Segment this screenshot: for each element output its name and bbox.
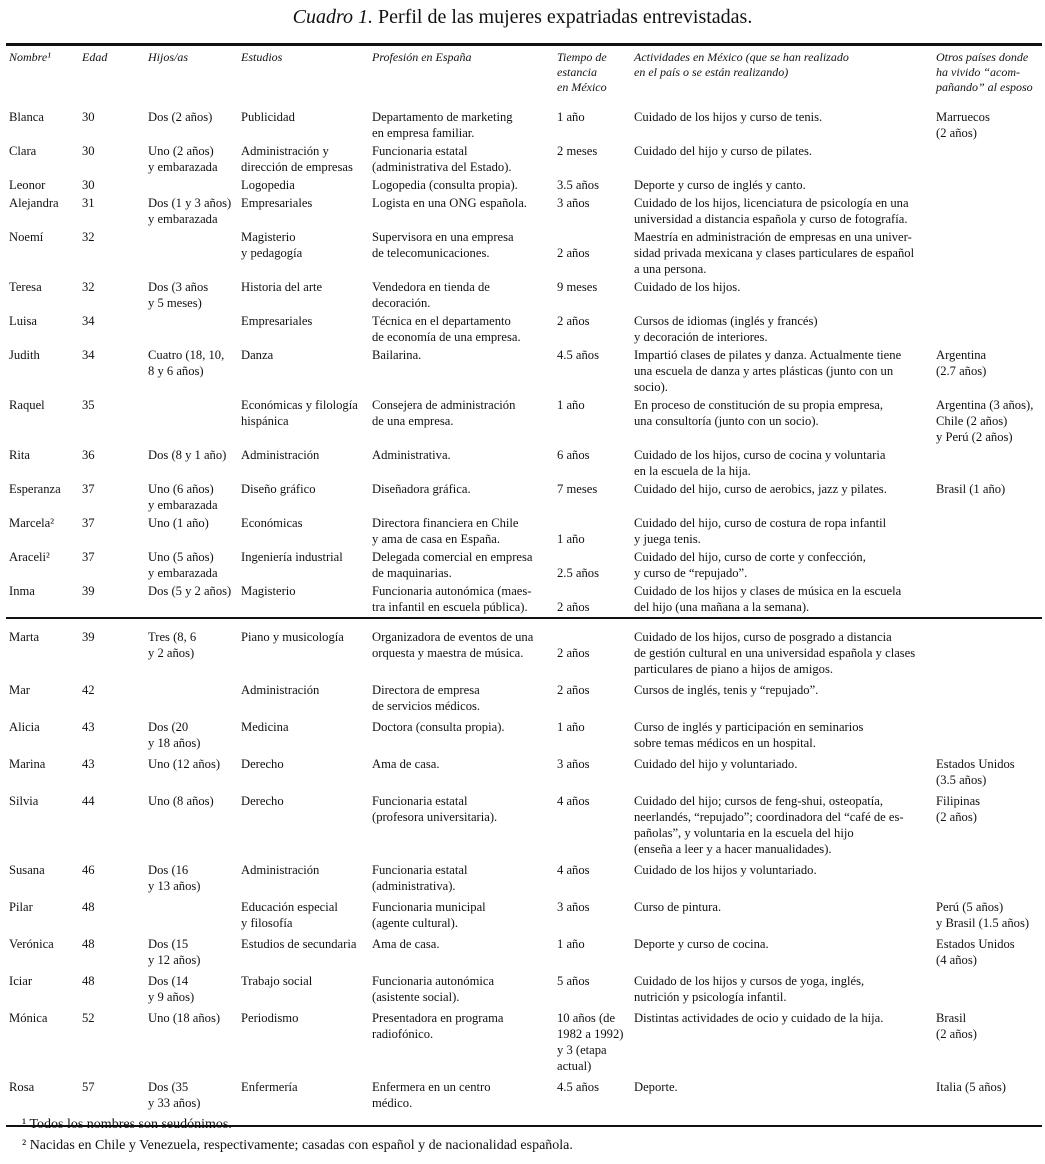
cell-activities: Distintas actividades de ocio y cuidado de la hija. — [634, 1011, 884, 1025]
cell-other-countries — [933, 447, 1042, 481]
cell-name: Pilar — [9, 900, 33, 914]
table-row — [6, 936, 1042, 973]
cell-other-countries: Argentina (3 años), Chile (2 años) y Perú (2 años) — [936, 398, 1034, 444]
cell-activities: Cuidado de los hijos, curso de cocina y voluntaria en la escuela de la hija. — [634, 448, 886, 478]
cell-profession: Consejera de administración de una empresa. — [372, 398, 516, 428]
cell-name: Blanca — [9, 110, 44, 124]
profile-table — [6, 43, 1042, 1127]
cell-name: Alejandra — [9, 196, 59, 210]
cell-age: 30 — [82, 178, 95, 192]
cell-name: Rita — [9, 448, 30, 462]
cell-other-countries: Marruecos (2 años) — [936, 110, 990, 140]
table-caption — [0, 6, 1045, 29]
table-row — [6, 515, 1042, 549]
cell-name: Mónica — [9, 1011, 48, 1025]
cell-profession: Bailarina. — [372, 348, 422, 362]
cell-name: Iciar — [9, 974, 33, 988]
table-row — [6, 549, 1042, 583]
cell-children: Dos (15 y 12 años) — [148, 937, 201, 967]
cell-name: Marta — [9, 630, 40, 644]
cell-activities: En proceso de constitución de su propia empresa, una consultoría (junto con un socio). — [634, 398, 884, 428]
cell-activities: Cuidado de los hijos, licenciatura de psicología en una universidad a distancia española y curso de fotografía. — [634, 196, 909, 226]
cell-studies: Diseño gráfico — [241, 482, 316, 496]
cell-children — [145, 899, 238, 936]
cell-children: Uno (5 años) y embarazada — [148, 550, 218, 580]
cell-studies: Publicidad — [241, 110, 295, 124]
cell-other-countries — [933, 279, 1042, 313]
cell-age: 37 — [82, 550, 95, 564]
cell-profession: Delegada comercial en empresa de maquinarias. — [372, 550, 533, 580]
cell-children: Dos (16 y 13 años) — [148, 863, 201, 893]
cell-profession: Directora financiera en Chile y ama de casa en España. — [372, 516, 519, 546]
cell-time: 1 año — [557, 110, 585, 124]
cell-studies: Administración y dirección de empresas — [241, 144, 353, 174]
cell-activities: Cuidado de los hijos y clases de música en la escuela del hijo (una mañana a la semana). — [634, 584, 902, 614]
cell-other-countries: Argentina (2.7 años) — [936, 348, 987, 378]
cell-time: 5 años — [557, 974, 590, 988]
cell-children: Tres (8, 6 y 2 años) — [148, 630, 197, 660]
cell-other-countries — [933, 719, 1042, 756]
cell-studies: Derecho — [241, 794, 284, 808]
cell-children: Dos (5 y 2 años) — [148, 584, 232, 598]
cell-studies: Piano y musicología — [241, 630, 344, 644]
cell-studies: Derecho — [241, 757, 284, 771]
cell-time: 10 años (de 1982 a 1992) y 3 (etapa actual) — [557, 1011, 624, 1073]
cell-profession: Enfermera en un centro médico. — [372, 1080, 491, 1110]
cell-age: 37 — [82, 516, 95, 530]
header-studies: Estudios — [241, 50, 283, 64]
cell-time: 2 años — [557, 246, 590, 260]
cell-studies: Económicas y filología hispánica — [241, 398, 358, 428]
cell-name: Raquel — [9, 398, 45, 412]
cell-name: Araceli² — [9, 550, 50, 564]
cell-name: Rosa — [9, 1080, 35, 1094]
cell-age: 32 — [82, 280, 95, 294]
cell-profession: Doctora (consulta propia). — [372, 720, 505, 734]
cell-children: Uno (18 años) — [148, 1011, 221, 1025]
cell-profession: Departamento de marketing en empresa familiar. — [372, 110, 513, 140]
cell-profession: Funcionaria estatal (administrativa). — [372, 863, 468, 893]
table-row — [6, 229, 1042, 279]
cell-studies: Empresariales — [241, 196, 313, 210]
cell-children: Uno (1 año) — [148, 516, 209, 530]
cell-age: 48 — [82, 900, 95, 914]
cell-studies: Magisterio — [241, 584, 296, 598]
cell-time: 6 años — [557, 448, 590, 462]
cell-other-countries: Italia (5 años) — [936, 1080, 1006, 1094]
cell-activities: Cursos de idiomas (inglés y francés) y decoración de interiores. — [634, 314, 818, 344]
table-row — [6, 793, 1042, 862]
header-time: Tiempo de estancia en México — [557, 50, 607, 94]
table-row — [6, 583, 1042, 618]
cell-activities: Cuidado del hijo; cursos de feng-shui, osteopatía, neerlandés, “repujado”; coordinadora del “café de es- pañolas”, y voluntaria en la escuela del hijo (enseña a leer y a hacer manualidades). — [634, 794, 904, 856]
cell-children: Uno (2 años) y embarazada — [148, 144, 218, 174]
cell-studies: Logopedia — [241, 178, 295, 192]
cell-name: Inma — [9, 584, 35, 598]
cell-studies: Administración — [241, 683, 320, 697]
cell-time: 2 años — [557, 683, 590, 697]
cell-other-countries: Brasil (2 años) — [936, 1011, 977, 1041]
cell-age: 52 — [82, 1011, 95, 1025]
cell-age: 32 — [82, 230, 95, 244]
cell-time: 3 años — [557, 196, 590, 210]
cell-time: 4.5 años — [557, 1080, 599, 1094]
table-row — [6, 109, 1042, 143]
cell-age: 43 — [82, 757, 95, 771]
cell-activities: Curso de inglés y participación en seminarios sobre temas médicos en un hospital. — [634, 720, 864, 750]
cell-other-countries — [933, 313, 1042, 347]
cell-studies: Historia del arte — [241, 280, 323, 294]
cell-activities: Cursos de inglés, tenis y “repujado”. — [634, 683, 819, 697]
cell-name: Mar — [9, 683, 30, 697]
cell-age: 48 — [82, 974, 95, 988]
cell-children: Uno (6 años) y embarazada — [148, 482, 218, 512]
table-row — [6, 279, 1042, 313]
cell-studies: Económicas — [241, 516, 303, 530]
cell-profession: Presentadora en programa radiofónico. — [372, 1011, 504, 1041]
table-row — [6, 447, 1042, 481]
cell-time: 1 año — [557, 398, 585, 412]
cell-time: 2.5 años — [557, 566, 599, 580]
cell-age: 34 — [82, 314, 95, 328]
cell-studies: Enfermería — [241, 1080, 298, 1094]
cell-profession: Supervisora en una empresa de telecomunicaciones. — [372, 230, 514, 260]
cell-studies: Danza — [241, 348, 274, 362]
cell-profession: Vendedora en tienda de decoración. — [372, 280, 490, 310]
cell-other-countries — [933, 515, 1042, 549]
cell-children: Uno (8 años) — [148, 794, 214, 808]
cell-age: 43 — [82, 720, 95, 734]
cell-activities: Cuidado del hijo, curso de costura de ropa infantil y juega tenis. — [634, 516, 887, 546]
table-row — [6, 397, 1042, 447]
cell-age: 39 — [82, 630, 95, 644]
cell-other-countries: Estados Unidos (4 años) — [936, 937, 1015, 967]
cell-children: Dos (35 y 33 años) — [148, 1080, 201, 1110]
cell-other-countries — [933, 583, 1042, 618]
cell-profession: Funcionaria autonómica (asistente social). — [372, 974, 495, 1004]
cell-name: Verónica — [9, 937, 54, 951]
cell-age: 39 — [82, 584, 95, 598]
cell-children: Dos (1 y 3 años) y embarazada — [148, 196, 232, 226]
footnote-2: ² Nacidas en Chile y Venezuela, respectivamente; casadas con español y de nacionalidad española. — [22, 1138, 573, 1153]
table-row — [6, 195, 1042, 229]
table-row — [6, 1010, 1042, 1079]
cell-other-countries — [933, 229, 1042, 279]
cell-profession: Funcionaria municipal (agente cultural). — [372, 900, 486, 930]
cell-profession: Administrativa. — [372, 448, 451, 462]
table-row — [6, 719, 1042, 756]
cell-time: 4 años — [557, 863, 590, 877]
cell-activities: Cuidado del hijo, curso de aerobics, jazz y pilates. — [634, 482, 887, 496]
cell-studies: Administración — [241, 448, 320, 462]
cell-name: Marcela² — [9, 516, 55, 530]
table-body-1 — [6, 109, 1042, 618]
cell-time: 2 años — [557, 600, 590, 614]
cell-age: 30 — [82, 110, 95, 124]
cell-other-countries: Brasil (1 año) — [936, 482, 1006, 496]
table-row — [6, 347, 1042, 397]
cell-time: 1 año — [557, 937, 585, 951]
cell-children: Cuatro (18, 10, 8 y 6 años) — [148, 348, 225, 378]
cell-profession: Organizadora de eventos de una orquesta y maestra de música. — [372, 630, 534, 660]
table-row — [6, 899, 1042, 936]
cell-age: 37 — [82, 482, 95, 496]
cell-other-countries — [933, 973, 1042, 1010]
cell-children: Dos (2 años) — [148, 110, 213, 124]
cell-profession: Funcionaria autonómica (maes- tra infantil en escuela pública). — [372, 584, 532, 614]
cell-other-countries: Filipinas (2 años) — [936, 794, 981, 824]
cell-other-countries — [933, 177, 1042, 195]
cell-children: Dos (3 años y 5 meses) — [148, 280, 209, 310]
cell-name: Teresa — [9, 280, 42, 294]
cell-other-countries — [933, 862, 1042, 899]
cell-age: 31 — [82, 196, 95, 210]
table-row — [6, 682, 1042, 719]
cell-time: 3 años — [557, 757, 590, 771]
cell-time: 1 año — [557, 720, 585, 734]
cell-name: Leonor — [9, 178, 46, 192]
cell-activities: Deporte. — [634, 1080, 678, 1094]
cell-children — [145, 682, 238, 719]
caption-label: Cuadro 1. — [292, 6, 374, 28]
cell-activities: Maestría en administración de empresas en una univer- sidad privada mexicana y clases particulares de español a una persona. — [634, 230, 915, 276]
cell-children: Uno (12 años) — [148, 757, 221, 771]
cell-name: Judith — [9, 348, 40, 362]
table-row — [6, 618, 1042, 682]
cell-children — [145, 313, 238, 347]
cell-profession: Diseñadora gráfica. — [372, 482, 471, 496]
cell-age: 34 — [82, 348, 95, 362]
cell-time: 3.5 años — [557, 178, 599, 192]
table-row — [6, 313, 1042, 347]
cell-studies: Administración — [241, 863, 320, 877]
cell-other-countries — [933, 195, 1042, 229]
cell-profession: Ama de casa. — [372, 937, 440, 951]
cell-other-countries — [933, 549, 1042, 583]
cell-children — [145, 397, 238, 447]
caption-text: Perfil de las mujeres expatriadas entrevistadas. — [373, 6, 753, 28]
cell-age: 30 — [82, 144, 95, 158]
table-row — [6, 973, 1042, 1010]
cell-activities: Curso de pintura. — [634, 900, 722, 914]
cell-studies: Estudios de secundaria — [241, 937, 357, 951]
cell-name: Alicia — [9, 720, 40, 734]
cell-time: 1 año — [557, 532, 585, 546]
cell-profession: Directora de empresa de servicios médicos. — [372, 683, 481, 713]
cell-name: Susana — [9, 863, 45, 877]
cell-name: Noemí — [9, 230, 44, 244]
cell-children: Dos (8 y 1 año) — [148, 448, 227, 462]
cell-activities: Deporte y curso de inglés y canto. — [634, 178, 806, 192]
cell-age: 44 — [82, 794, 95, 808]
table-row — [6, 481, 1042, 515]
cell-age: 46 — [82, 863, 95, 877]
cell-studies: Trabajo social — [241, 974, 313, 988]
cell-other-countries: Perú (5 años) y Brasil (1.5 años) — [936, 900, 1030, 930]
cell-time: 7 meses — [557, 482, 598, 496]
cell-name: Luisa — [9, 314, 37, 328]
cell-name: Marina — [9, 757, 46, 771]
cell-activities: Cuidado de los hijos y cursos de yoga, inglés, nutrición y psicología infantil. — [634, 974, 865, 1004]
cell-time: 4 años — [557, 794, 590, 808]
cell-activities: Cuidado de los hijos y voluntariado. — [634, 863, 817, 877]
cell-time: 2 meses — [557, 144, 598, 158]
cell-activities: Cuidado del hijo y voluntariado. — [634, 757, 798, 771]
cell-age: 48 — [82, 937, 95, 951]
cell-activities: Cuidado de los hijos. — [634, 280, 741, 294]
cell-children — [145, 229, 238, 279]
cell-age: 35 — [82, 398, 95, 412]
cell-time: 3 años — [557, 900, 590, 914]
cell-age: 42 — [82, 683, 95, 697]
cell-profession: Funcionaria estatal (profesora universitaria). — [372, 794, 498, 824]
cell-other-countries — [933, 143, 1042, 177]
header-activities: Actividades en México (que se han realizado en el país o se están realizando) — [634, 50, 849, 79]
cell-age: 36 — [82, 448, 95, 462]
cell-activities: Cuidado del hijo y curso de pilates. — [634, 144, 813, 158]
cell-activities: Cuidado de los hijos, curso de posgrado a distancia de gestión cultural en una universidad española y clases particulares de piano a hijos de amigos. — [634, 630, 916, 676]
header-name: Nombre¹ — [9, 50, 51, 64]
cell-studies: Magisterio y pedagogía — [241, 230, 303, 260]
cell-name: Silvia — [9, 794, 39, 808]
header-age: Edad — [82, 50, 108, 64]
table-row — [6, 862, 1042, 899]
cell-profession: Logista en una ONG española. — [372, 196, 527, 210]
cell-time: 2 años — [557, 314, 590, 328]
cell-profession: Logopedia (consulta propia). — [372, 178, 518, 192]
cell-activities: Deporte y curso de cocina. — [634, 937, 769, 951]
cell-children: Dos (14 y 9 años) — [148, 974, 195, 1004]
header-other-countries: Otros países donde ha vivido “acom- pañando” al esposo — [936, 50, 1033, 94]
cell-time: 4.5 años — [557, 348, 599, 362]
table-row — [6, 143, 1042, 177]
table-body-2 — [6, 618, 1042, 1126]
cell-other-countries — [933, 682, 1042, 719]
cell-time: 2 años — [557, 646, 590, 660]
cell-other-countries: Estados Unidos (3.5 años) — [936, 757, 1015, 787]
cell-profession: Funcionaria estatal (administrativa del Estado). — [372, 144, 512, 174]
cell-name: Clara — [9, 144, 37, 158]
cell-age: 57 — [82, 1080, 95, 1094]
header-row — [6, 45, 1042, 110]
cell-children: Dos (20 y 18 años) — [148, 720, 201, 750]
cell-studies: Medicina — [241, 720, 289, 734]
cell-activities: Cuidado del hijo, curso de corte y confección, y curso de “repujado”. — [634, 550, 866, 580]
cell-activities: Cuidado de los hijos y curso de tenis. — [634, 110, 823, 124]
header-profession: Profesión en España — [372, 50, 472, 64]
cell-children — [145, 177, 238, 195]
cell-other-countries — [933, 618, 1042, 682]
cell-studies: Ingeniería industrial — [241, 550, 343, 564]
cell-studies: Educación especial y filosofía — [241, 900, 338, 930]
footnote-1: ¹ Todos los nombres son seudónimos. — [22, 1117, 232, 1132]
cell-activities: Impartió clases de pilates y danza. Actualmente tiene una escuela de danza y artes plásticas (junto con un socio). — [634, 348, 902, 394]
cell-name: Esperanza — [9, 482, 61, 496]
table-row — [6, 756, 1042, 793]
cell-studies: Empresariales — [241, 314, 313, 328]
header-children: Hijos/as — [148, 50, 189, 64]
cell-profession: Ama de casa. — [372, 757, 440, 771]
cell-profession: Técnica en el departamento de economía de una empresa. — [372, 314, 521, 344]
table-row — [6, 177, 1042, 195]
cell-time: 9 meses — [557, 280, 598, 294]
cell-studies: Periodismo — [241, 1011, 299, 1025]
